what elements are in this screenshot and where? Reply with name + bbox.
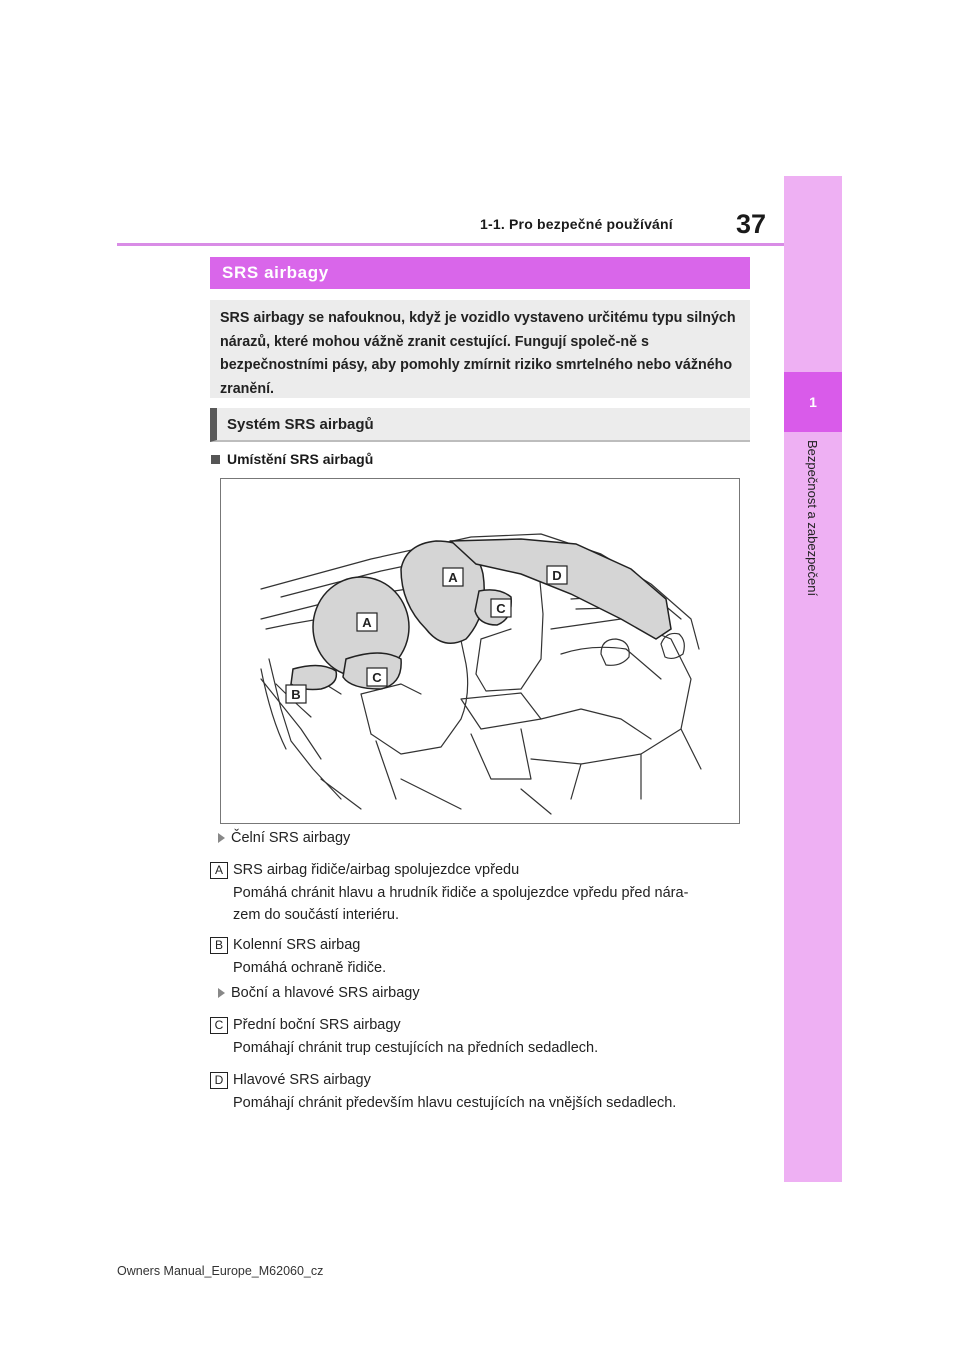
item-D bbox=[210, 1069, 755, 1114]
item-title: Hlavové SRS airbagy bbox=[233, 1072, 371, 1088]
group-front-airbags bbox=[218, 830, 350, 846]
group-side-curtain-airbags bbox=[218, 985, 420, 1001]
callout-D: D bbox=[552, 568, 562, 583]
item-B bbox=[210, 934, 755, 979]
callout-C-passenger: C bbox=[496, 601, 506, 616]
letter-box: C bbox=[210, 1017, 228, 1034]
letter-box: A bbox=[210, 862, 228, 879]
item-desc-line: zem do součástí interiéru. bbox=[233, 907, 400, 923]
chapter-number: 1 bbox=[784, 372, 842, 432]
item-desc-line: Pomáhají chránit především hlavu cestujících na vnějších sedadlech. bbox=[233, 1094, 677, 1111]
subheading bbox=[211, 451, 373, 467]
section-heading: Systém SRS airbagů bbox=[210, 408, 750, 442]
airbag-location-figure bbox=[220, 478, 740, 824]
page-number: 37 bbox=[736, 209, 767, 239]
header-section-title: 1-1. Pro bezpečné používání bbox=[480, 216, 673, 232]
item-title: Přední boční SRS airbagy bbox=[233, 1017, 401, 1033]
section-banner: SRS airbagy bbox=[210, 257, 750, 289]
item-desc-line: Pomáhají chránit trup cestujících na předních sedadlech. bbox=[233, 1039, 599, 1056]
header-rule bbox=[117, 243, 785, 246]
chapter-label-text: Bezpečnost a zabezpečení bbox=[805, 440, 820, 597]
intro-text: SRS airbagy se nafouknou, když je vozidlo vystaveno určitému typu silných nárazů, které mohou vážně zranit cestující. Fungují společ-ně s bezpečnostními pásy, aby pomohly zmírnit riziko smrtelného nebo vážného zranění. bbox=[210, 300, 750, 398]
callout-A-passenger: A bbox=[448, 570, 458, 585]
item-desc-line: Pomáhá ochraně řidiče. bbox=[233, 959, 387, 976]
item-C bbox=[210, 1014, 755, 1059]
callout-A-driver: A bbox=[362, 615, 372, 630]
group-title: Čelní SRS airbagy bbox=[231, 830, 351, 846]
triangle-bullet-icon bbox=[218, 988, 225, 998]
side-tab bbox=[784, 176, 842, 1182]
item-A bbox=[210, 859, 755, 927]
chapter-label bbox=[784, 440, 842, 640]
callout-C-driver: C bbox=[372, 670, 382, 685]
callout-B: B bbox=[291, 687, 301, 702]
item-desc-line: Pomáhá chránit hlavu a hrudník řidiče a spolujezdce vpředu před nára- bbox=[233, 884, 689, 901]
square-bullet-icon bbox=[211, 455, 220, 464]
footer-text: Owners Manual_Europe_M62060_cz bbox=[117, 1264, 324, 1278]
letter-box: B bbox=[210, 937, 228, 954]
triangle-bullet-icon bbox=[218, 833, 225, 843]
item-title: Kolenní SRS airbag bbox=[233, 937, 361, 953]
item-title: SRS airbag řidiče/airbag spolujezdce vpředu bbox=[233, 862, 520, 878]
car-interior-illustration bbox=[221, 479, 739, 823]
group-title: Boční a hlavové SRS airbagy bbox=[231, 985, 420, 1001]
letter-box: D bbox=[210, 1072, 228, 1089]
subheading-text: Umístění SRS airbagů bbox=[227, 451, 374, 467]
